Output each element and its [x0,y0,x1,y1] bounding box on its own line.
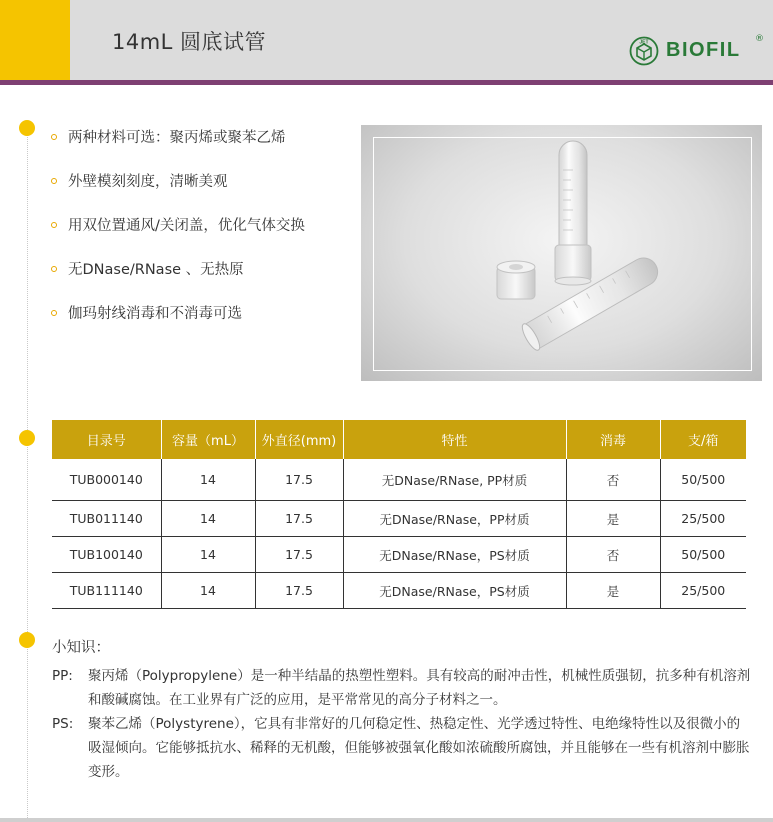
table-row [52,501,746,537]
knowledge-pp [52,664,752,712]
header-pack: 支/箱 [660,420,746,459]
logo-mark-text: JET [639,39,649,46]
cell-catalog-no: TUB111140 [52,573,161,609]
feature-item [48,216,305,260]
bullet-icon [51,310,57,316]
cell-catalog-no: TUB000140 [52,459,161,501]
bullet-icon [51,266,57,272]
loose-cap [497,261,535,299]
cell-pack: 25/500 [660,573,746,609]
cell-capacity: 14 [161,459,255,501]
header-features: 特性 [343,420,566,459]
bullet-icon [51,178,57,184]
page-title: 14mL 圆底试管 [112,30,267,54]
pp-text: 聚丙烯（Polypropylene）是一种半结晶的热塑性塑料。具有较高的耐冲击性，机械性质强韧，抗多种有机溶剂和酸碱腐蚀。在工业界有广泛的应用，是平常常见的高分子材料之一。 [88,668,751,708]
cell-pack: 25/500 [660,501,746,537]
knowledge-title: 小知识： [52,640,110,656]
cell-catalog-no: TUB100140 [52,537,161,573]
feature-text: 用双位置通风/关闭盖，优化气体交换 [68,218,305,234]
cell-sterile: 否 [566,459,660,501]
timeline-dot-table [19,430,35,446]
feature-list [48,128,305,348]
cell-sterile: 是 [566,573,660,609]
bullet-icon [51,134,57,140]
cell-sterile: 否 [566,537,660,573]
header-outer-diameter: 外直径(mm) [255,420,343,459]
feature-item [48,172,305,216]
cell-outer-diameter: 17.5 [255,573,343,609]
cell-outer-diameter: 17.5 [255,459,343,501]
cell-features: 无DNase/RNase，PS材质 [343,573,566,609]
spec-table [52,420,746,609]
brand-logo [629,36,769,70]
brand-name: BIOFIL [666,39,741,61]
feature-text: 两种材料可选：聚丙烯或聚苯乙烯 [68,130,286,146]
footer-bar [0,818,773,822]
upright-tube [555,141,591,285]
cell-capacity: 14 [161,501,255,537]
cell-capacity: 14 [161,573,255,609]
header-sterile: 消毒 [566,420,660,459]
header-catalog-no: 目录号 [52,420,161,459]
cell-outer-diameter: 17.5 [255,537,343,573]
registered-mark: ® [755,34,764,44]
cell-catalog-no: TUB011140 [52,501,161,537]
cell-sterile: 是 [566,501,660,537]
feature-item [48,128,305,172]
feature-text: 伽玛射线消毒和不消毒可选 [68,306,242,322]
header-accent-block [0,0,70,82]
table-row [52,459,746,501]
pp-tag: PP: [52,668,73,684]
feature-text: 无DNase/RNase 、无热原 [68,262,244,278]
cell-features: 无DNase/RNase，PS材质 [343,537,566,573]
test-tube-illustration [361,125,762,381]
header-divider [0,80,773,85]
page-header [0,0,773,82]
cell-capacity: 14 [161,537,255,573]
product-photo [361,125,762,381]
cell-outer-diameter: 17.5 [255,501,343,537]
feature-item [48,260,305,304]
jet-logo-icon [629,36,659,66]
bullet-icon [51,222,57,228]
cell-features: 无DNase/RNase，PP材质 [343,501,566,537]
header-capacity: 容量（mL） [161,420,255,459]
cell-pack: 50/500 [660,537,746,573]
cell-features: 无DNase/RNase, PP材质 [343,459,566,501]
cell-pack: 50/500 [660,459,746,501]
timeline-dot-features [19,120,35,136]
timeline-dot-knowledge [19,632,35,648]
feature-text: 外壁模刻刻度，清晰美观 [68,174,228,190]
feature-item [48,304,305,348]
table-row [52,537,746,573]
timeline-line [27,128,28,818]
ps-text: 聚苯乙烯（Polystyrene），它具有非常好的几何稳定性、热稳定性、光学透过特性、电绝缘特性以及很微小的吸湿倾向。它能够抵抗水、稀释的无机酸，但能够被强氧化酸如浓硫酸所腐蚀，并且能够在一些有机溶剂中膨胀变形。 [88,716,750,780]
table-row [52,573,746,609]
ps-tag: PS: [52,716,74,732]
knowledge-ps [52,712,752,784]
table-header-row [52,420,746,459]
